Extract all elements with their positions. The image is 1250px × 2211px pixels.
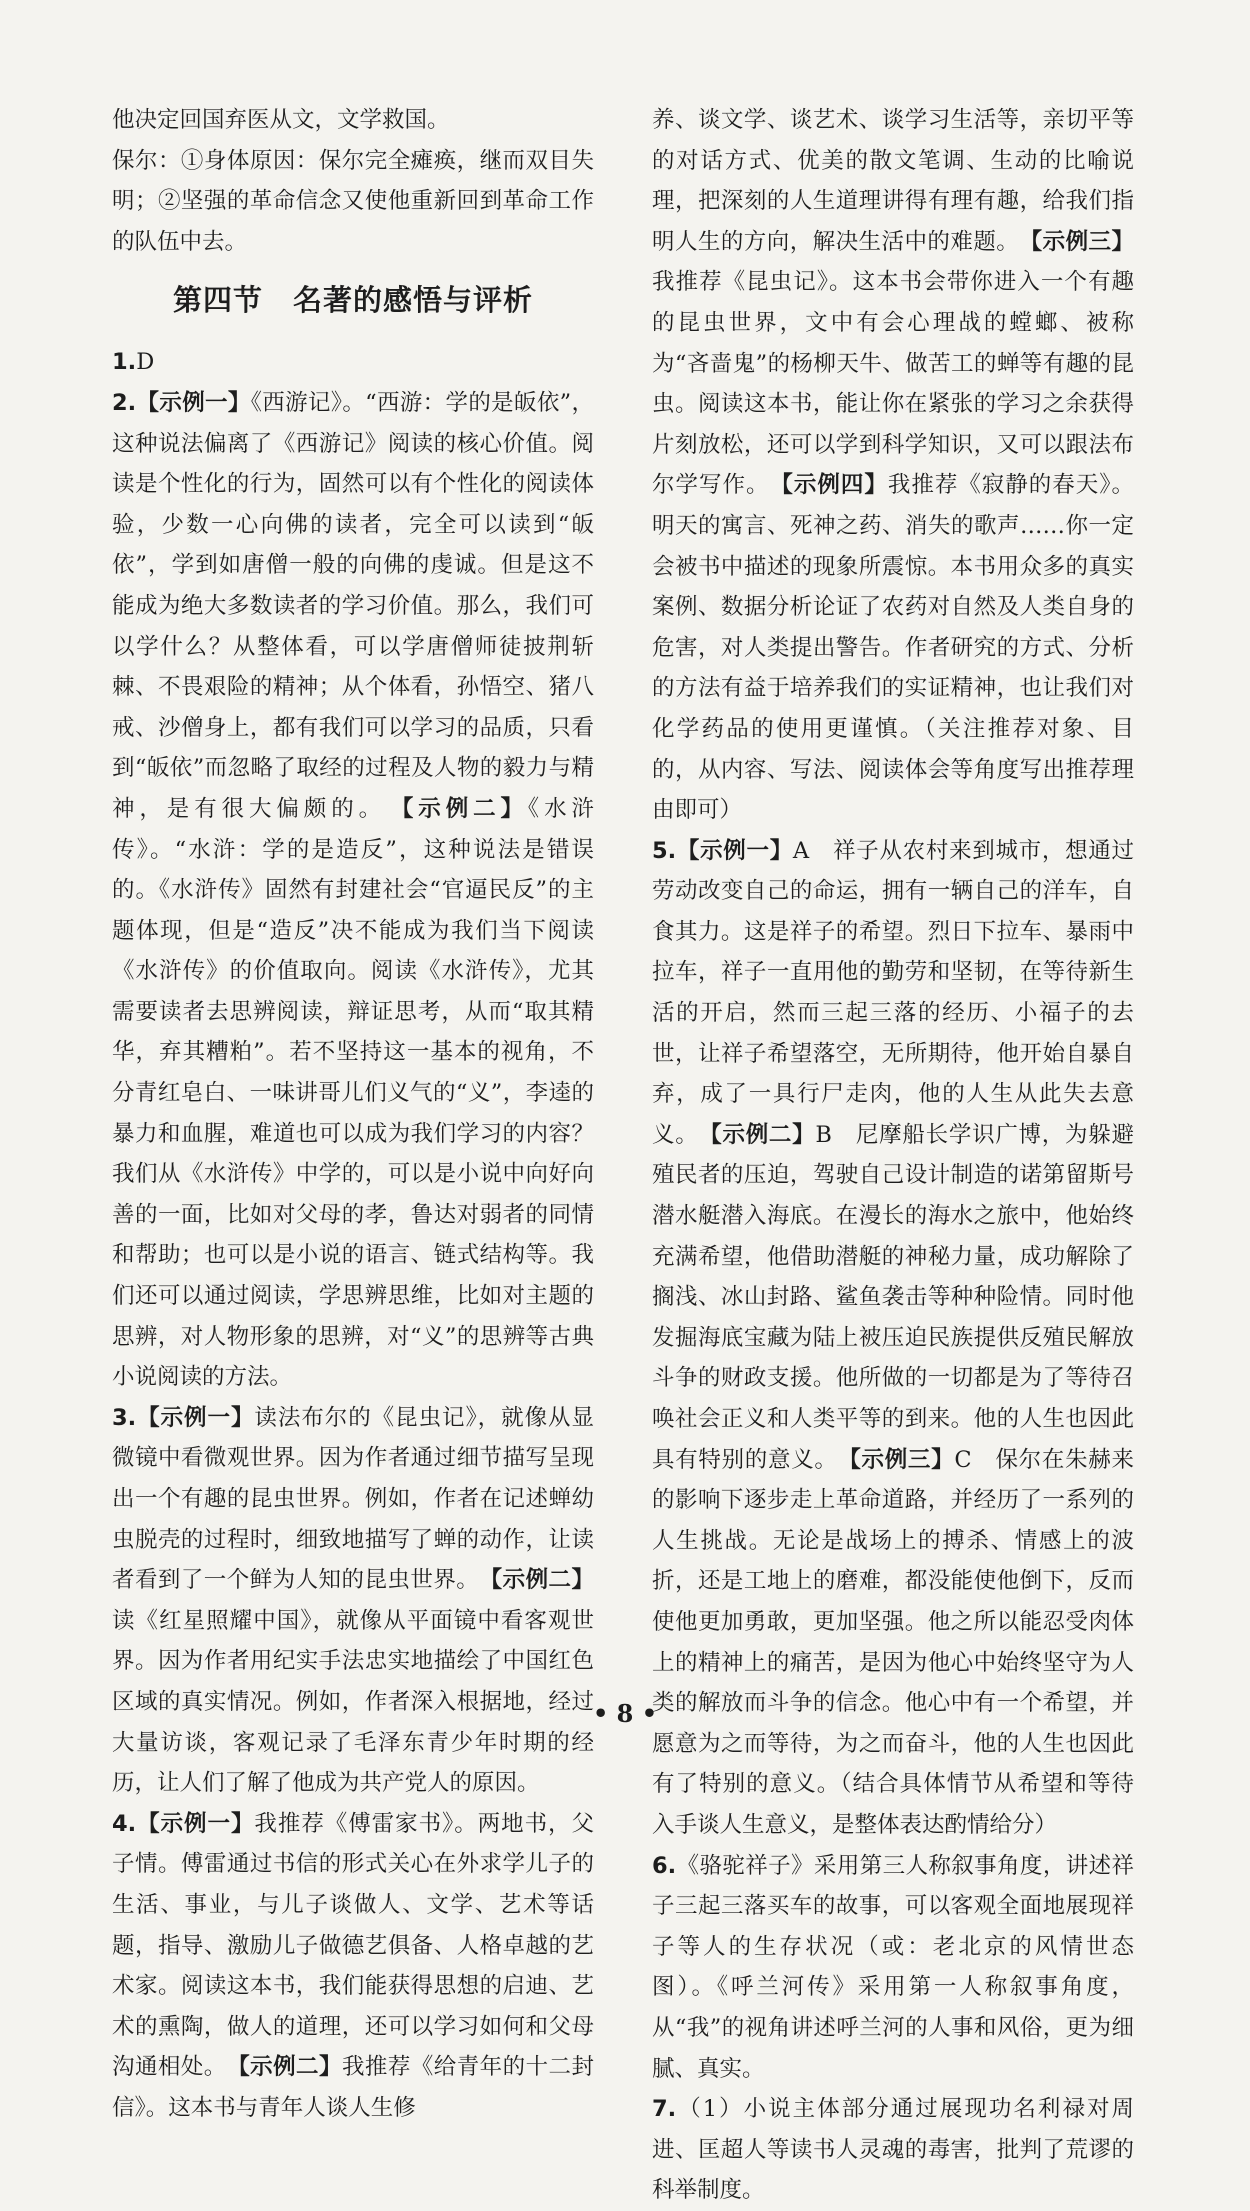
answer-text: 读《红星照耀中国》，就像从平面镜中看客观世界。因为作者用纪实手法忠实地描绘了中国红色区域的真实情况。例如，作者深入根据地，经过大量访谈，客观记录了毛泽东青少年时期的经历，让人们了解了他成为共产党人的原因。 <box>112 1607 594 1797</box>
answer-text: 我推荐《傅雷家书》。两地书，父子情。傅雷通过书信的形式关心在外求学儿子的生活、事业，与儿子谈做人、文学、艺术等话题，指导、激励儿子做德艺俱备、人格卓越的艺术家。阅读这本书，我们能获得思想的启迪、艺术的熏陶，做人的道理，还可以学习如何和父母沟通相处。 <box>112 1810 594 2081</box>
answer-7 <box>652 2089 1134 2211</box>
answer-text: 《水浒传》。“水浒：学的是造反”，这种说法是错误的。《水浒传》固然有封建社会“官逼民反”的主题体现，但是“造反”决不能成为我们当下阅读《水浒传》的价值取向。阅读《水浒传》，尤其需要读者去思辨阅读，辩证思考，从而“取其精华，弃其糟粕”。若不坚持这一基本的视角，不分青红皂白、一味讲哥儿们义气的“义”，李逵的暴力和血腥，难道也可以成为我们学习的内容？我们从《水浒传》中学的，可以是小说中向好向善的一面，比如对父母的孝，鲁达对弱者的同情和帮助；也可以是小说的语言、链式结构等。我们还可以通过阅读，学思辨思维，比如对主题的思辨，对人物形象的思辨，对“义”的思辨等古典小说阅读的方法。 <box>112 795 594 1391</box>
answer-text: （1）小说主体部分通过展现功名利禄对周进、匡超人等读书人灵魂的毒害，批判了荒谬的科举制度。 <box>652 2096 1134 2204</box>
answer-1 <box>112 342 594 383</box>
left-column <box>112 100 594 2129</box>
answer-number: 4. <box>112 1810 137 1837</box>
example-label: 【示例一】 <box>136 1404 255 1431</box>
example-label: 【示例二】 <box>402 795 528 822</box>
answer-text: B 尼摩船长学识广博，为躲避殖民者的压迫，驾驶自己设计制造的诺第留斯号潜水艇潜入海底。在漫长的海水之旅中，他始终充满希望，他借助潜艇的神秘力量，成功解除了搁浅、冰山封路、鲨鱼袭击等种种险情。同时他发掘海底宝藏为陆上被压迫民族提供反殖民解放斗争的财政支援。他所做的一切都是为了等待召唤社会正义和人类平等的到来。他的人生也因此具有特别的意义。 <box>652 1121 1134 1473</box>
answer-number: 5. <box>652 837 677 864</box>
example-label: 【示例三】 <box>1030 228 1134 255</box>
example-label: 【示例四】 <box>781 472 888 499</box>
answer-text: 《西游记》。“西游：学的是皈依”，这种说法偏离了《西游记》阅读的核心价值。阅读是个性化的行为，固然可以有个性化的阅读体验，少数一心向佛的读者，完全可以读到“皈依”，学到如唐僧一般的向佛的虔诚。但是这不能成为绝大多数读者的学习价值。那么，我们可以学什么？从整体看，可以学唐僧师徒披荆斩棘、不畏艰险的精神；从个体看，孙悟空、猪八戒、沙僧身上，都有我们可以学习的品质，只看到“皈依”而忽略了取经的过程及人物的毅力与精神，是有很大偏颇的。 <box>112 389 594 822</box>
answer-2 <box>112 383 594 1398</box>
answer-4-continued <box>652 100 1134 831</box>
example-label: 【示例二】 <box>490 1567 594 1594</box>
example-label: 【示例三】 <box>849 1446 955 1473</box>
answer-6 <box>652 1846 1134 2090</box>
section-title: 第四节 名著的感悟与评析 <box>172 283 533 318</box>
example-label: 【示例一】 <box>136 389 251 416</box>
answer-text: 《骆驼祥子》采用第三人称叙事角度，讲述祥子三起三落买车的故事，可以客观全面地展现祥子等人的生存状况（或：老北京的风情世态图）。《呼兰河传》采用第一人称叙事角度，从“我”的视角讲述呼兰河的人事和风俗，更为细腻、真实。 <box>652 1852 1134 2082</box>
answer-4 <box>112 1804 594 2129</box>
answer-number: 6. <box>652 1852 677 1879</box>
intro-line: 他决定回国弃医从文，文学救国。 <box>112 107 450 133</box>
answer-number: 7. <box>652 2096 677 2123</box>
answer-text: A 祥子从农村来到城市，想通过劳动改变自己的命运，拥有一辆自己的洋车，自食其力。这是祥子的希望。烈日下拉车、暴雨中拉车，祥子一直用他的勤劳和坚韧，在等待新生活的开启，然而三起三落的经历、小福子的去世，让祥子希望落空，无所期待，他开始自暴自弃，成了一具行尸走肉，他的人生从此失去意义。 <box>652 837 1134 1148</box>
example-label: 【示例二】 <box>238 2054 342 2081</box>
example-label: 【示例一】 <box>136 1810 255 1837</box>
answer-text: 读法布尔的《昆虫记》，就像从显微镜中看微观世界。因为作者通过细节描写呈现出一个有趣的昆虫世界。例如，作者在记述蝉幼虫脱壳的过程时，细致地描写了蝉的动作，让读者看到了一个鲜为人知的昆虫世界。 <box>112 1404 594 1594</box>
answer-text: 我推荐《寂静的春天》。明天的寓言、死神之药、消失的歌声……你一定会被书中描述的现象所震惊。本书用众多的真实案例、数据分析论证了农药对自然及人类自身的危害，对人类提出警告。作者研究的方式、分析的方法有益于培养我们的实证精神，也让我们对化学药品的使用更谨慎。（关注推荐对象、目的，从内容、写法、阅读体会等角度写出推荐理由即可） <box>652 472 1134 824</box>
answer-5 <box>652 831 1134 1846</box>
example-label: 【示例二】 <box>710 1121 816 1148</box>
example-label: 【示例一】 <box>676 837 793 864</box>
answer-number: 1. <box>112 349 137 376</box>
intro-paul: 保尔：①身体原因：保尔完全瘫痪，继而双目失明；②坚强的革命信念又使他重新回到革命工作的队伍中去。 <box>112 147 594 255</box>
answer-text: 我推荐《给青年的十二封信》。这本书与青年人谈人生修 <box>112 2054 594 2121</box>
answer-number: 3. <box>112 1404 137 1431</box>
answer-text: C 保尔在朱赫来的影响下逐步走上革命道路，并经历了一系列的人生挑战。无论是战场上的搏杀、情感上的波折，还是工地上的磨难，都没能使他倒下，反而使他更加勇敢，更加坚强。他之所以能忍受肉体上的精神上的痛苦，是因为他心中始终坚守为人类的解放而斗争的信念。他心中有一个希望，并愿意为之而等待，为之而奋斗，他的人生也因此有了特别的意义。（结合具体情节从希望和等待入手谈人生意义，是整体表达酌情给分） <box>652 1446 1134 1838</box>
answer-3 <box>112 1398 594 1804</box>
answer-text: 养、谈文学、谈艺术、谈学习生活等，亲切平等的对话方式、优美的散文笔调、生动的比喻说理，把深刻的人生道理讲得有理有趣，给我们指明人生的方向，解决生活中的难题。 <box>652 107 1134 255</box>
answer-number: 2. <box>112 389 137 416</box>
page-number: • 8 • <box>592 1699 658 1728</box>
answer-text: D <box>136 349 155 376</box>
answer-text: 我推荐《昆虫记》。这本书会带你进入一个有趣的昆虫世界，文中有会心理战的螳螂、被称为“吝啬鬼”的杨柳天牛、做苦工的蝉等有趣的昆虫。阅读这本书，能让你在紧张的学习之余获得片刻放松，还可以学到科学知识，又可以跟法布尔学写作。 <box>652 269 1134 499</box>
right-column <box>652 100 1134 2211</box>
